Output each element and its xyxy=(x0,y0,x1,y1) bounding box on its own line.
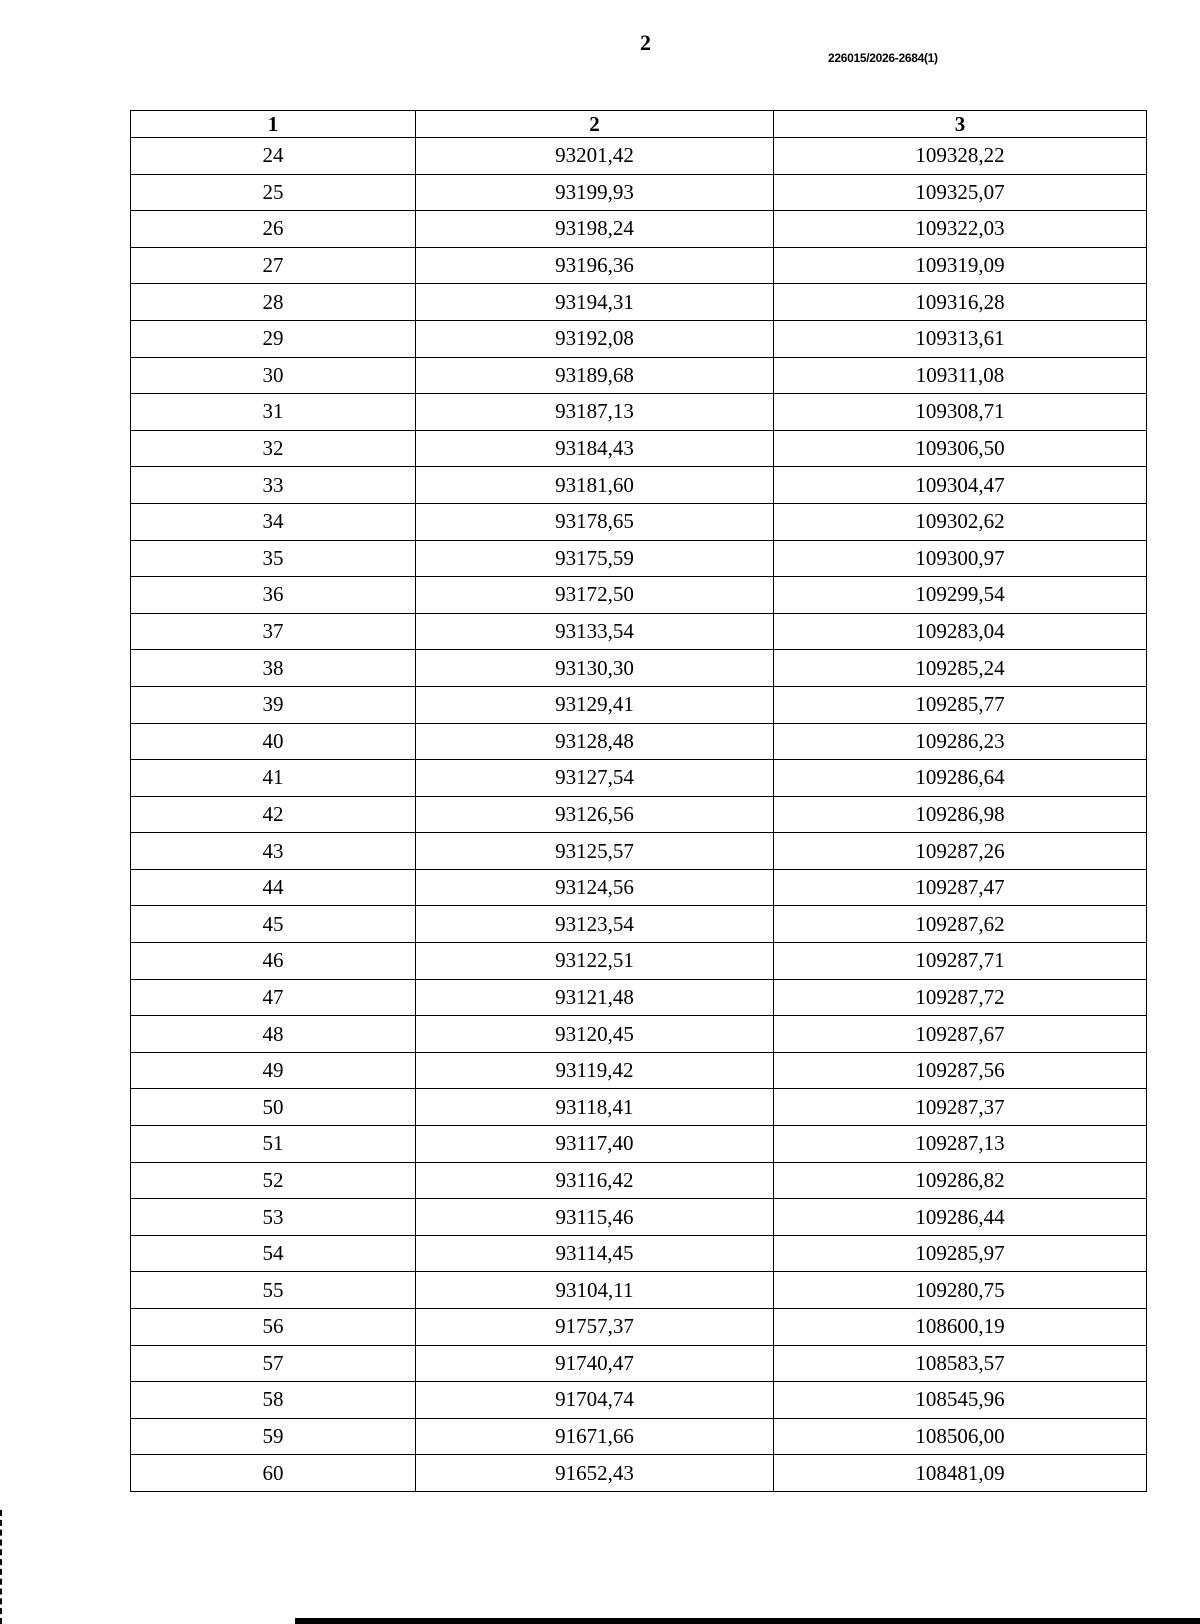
coordinate-y-cell: 109311,08 xyxy=(774,357,1147,394)
coordinate-y-cell: 109313,61 xyxy=(774,320,1147,357)
point-number-cell: 42 xyxy=(131,796,416,833)
coordinate-x-cell: 93192,08 xyxy=(416,320,774,357)
coordinate-x-cell: 93125,57 xyxy=(416,833,774,870)
column-header-2: 2 xyxy=(416,111,774,138)
coordinate-y-cell: 109316,28 xyxy=(774,284,1147,321)
coordinate-y-cell: 109287,47 xyxy=(774,869,1147,906)
table-row xyxy=(131,1272,1147,1309)
coordinate-y-cell: 109304,47 xyxy=(774,467,1147,504)
coordinate-y-cell: 109287,26 xyxy=(774,833,1147,870)
table-body xyxy=(131,138,1147,1492)
point-number-cell: 60 xyxy=(131,1455,416,1492)
coordinate-x-cell: 93199,93 xyxy=(416,174,774,211)
coordinate-x-cell: 93181,60 xyxy=(416,467,774,504)
point-number-cell: 24 xyxy=(131,138,416,175)
coordinate-y-cell: 108583,57 xyxy=(774,1345,1147,1382)
column-header-3: 3 xyxy=(774,111,1147,138)
coordinate-x-cell: 93187,13 xyxy=(416,394,774,431)
coordinate-y-cell: 109285,97 xyxy=(774,1235,1147,1272)
point-number-cell: 43 xyxy=(131,833,416,870)
point-number-cell: 33 xyxy=(131,467,416,504)
coordinate-x-cell: 93104,11 xyxy=(416,1272,774,1309)
coordinates-table xyxy=(130,110,1147,1492)
table-row xyxy=(131,833,1147,870)
point-number-cell: 35 xyxy=(131,540,416,577)
coordinate-x-cell: 93116,42 xyxy=(416,1162,774,1199)
table-row xyxy=(131,577,1147,614)
point-number-cell: 57 xyxy=(131,1345,416,1382)
coordinate-x-cell: 91671,66 xyxy=(416,1418,774,1455)
scan-edge-marks xyxy=(0,1510,5,1624)
coordinate-x-cell: 93128,48 xyxy=(416,723,774,760)
coordinate-y-cell: 109286,23 xyxy=(774,723,1147,760)
point-number-cell: 41 xyxy=(131,760,416,797)
point-number-cell: 48 xyxy=(131,1016,416,1053)
point-number-cell: 30 xyxy=(131,357,416,394)
coordinate-x-cell: 93114,45 xyxy=(416,1235,774,1272)
table-row xyxy=(131,1382,1147,1419)
table-row xyxy=(131,138,1147,175)
coordinate-y-cell: 109287,56 xyxy=(774,1052,1147,1089)
coordinate-x-cell: 91757,37 xyxy=(416,1309,774,1346)
coordinate-y-cell: 109280,75 xyxy=(774,1272,1147,1309)
coordinate-x-cell: 93178,65 xyxy=(416,503,774,540)
coordinate-y-cell: 109283,04 xyxy=(774,613,1147,650)
point-number-cell: 38 xyxy=(131,650,416,687)
coordinate-y-cell: 109287,71 xyxy=(774,943,1147,980)
coordinate-y-cell: 109325,07 xyxy=(774,174,1147,211)
coordinate-x-cell: 93118,41 xyxy=(416,1089,774,1126)
table-row xyxy=(131,906,1147,943)
coordinate-y-cell: 109306,50 xyxy=(774,430,1147,467)
table-row xyxy=(131,760,1147,797)
coordinate-x-cell: 93194,31 xyxy=(416,284,774,321)
coordinate-y-cell: 109286,98 xyxy=(774,796,1147,833)
table-row xyxy=(131,174,1147,211)
point-number-cell: 39 xyxy=(131,686,416,723)
table-row xyxy=(131,1162,1147,1199)
coordinate-y-cell: 109287,72 xyxy=(774,979,1147,1016)
point-number-cell: 45 xyxy=(131,906,416,943)
table-row xyxy=(131,1455,1147,1492)
coordinate-x-cell: 91652,43 xyxy=(416,1455,774,1492)
coordinate-y-cell: 109285,24 xyxy=(774,650,1147,687)
bottom-rule xyxy=(295,1618,1200,1624)
coordinate-y-cell: 109286,44 xyxy=(774,1199,1147,1236)
point-number-cell: 29 xyxy=(131,320,416,357)
table-row xyxy=(131,1345,1147,1382)
table-row xyxy=(131,467,1147,504)
table-row xyxy=(131,1016,1147,1053)
column-header-1: 1 xyxy=(131,111,416,138)
coordinate-y-cell: 108481,09 xyxy=(774,1455,1147,1492)
coordinate-y-cell: 109285,77 xyxy=(774,686,1147,723)
table-row xyxy=(131,247,1147,284)
coordinate-x-cell: 93127,54 xyxy=(416,760,774,797)
document-reference: 226015/2026-2684(1) xyxy=(828,51,938,65)
coordinate-x-cell: 91740,47 xyxy=(416,1345,774,1382)
page-number: 2 xyxy=(640,30,651,55)
coordinate-x-cell: 93201,42 xyxy=(416,138,774,175)
table-row xyxy=(131,503,1147,540)
coordinate-y-cell: 108506,00 xyxy=(774,1418,1147,1455)
table-row xyxy=(131,796,1147,833)
point-number-cell: 34 xyxy=(131,503,416,540)
coordinate-y-cell: 109302,62 xyxy=(774,503,1147,540)
table-row xyxy=(131,943,1147,980)
coordinate-x-cell: 93123,54 xyxy=(416,906,774,943)
point-number-cell: 36 xyxy=(131,577,416,614)
point-number-cell: 28 xyxy=(131,284,416,321)
coordinate-x-cell: 93130,30 xyxy=(416,650,774,687)
point-number-cell: 56 xyxy=(131,1309,416,1346)
coordinate-x-cell: 93196,36 xyxy=(416,247,774,284)
coordinate-y-cell: 109286,64 xyxy=(774,760,1147,797)
point-number-cell: 52 xyxy=(131,1162,416,1199)
table-row xyxy=(131,1126,1147,1163)
table-row xyxy=(131,686,1147,723)
point-number-cell: 47 xyxy=(131,979,416,1016)
point-number-cell: 31 xyxy=(131,394,416,431)
coordinate-x-cell: 93126,56 xyxy=(416,796,774,833)
point-number-cell: 32 xyxy=(131,430,416,467)
point-number-cell: 54 xyxy=(131,1235,416,1272)
point-number-cell: 27 xyxy=(131,247,416,284)
table-row xyxy=(131,284,1147,321)
point-number-cell: 53 xyxy=(131,1199,416,1236)
point-number-cell: 37 xyxy=(131,613,416,650)
coordinate-y-cell: 109322,03 xyxy=(774,211,1147,248)
table-row xyxy=(131,650,1147,687)
point-number-cell: 44 xyxy=(131,869,416,906)
coordinate-y-cell: 109286,82 xyxy=(774,1162,1147,1199)
table-row xyxy=(131,320,1147,357)
point-number-cell: 50 xyxy=(131,1089,416,1126)
point-number-cell: 46 xyxy=(131,943,416,980)
point-number-cell: 55 xyxy=(131,1272,416,1309)
coordinate-y-cell: 109287,13 xyxy=(774,1126,1147,1163)
coordinate-x-cell: 93189,68 xyxy=(416,357,774,394)
point-number-cell: 58 xyxy=(131,1382,416,1419)
point-number-cell: 25 xyxy=(131,174,416,211)
coordinate-x-cell: 93122,51 xyxy=(416,943,774,980)
coordinate-y-cell: 109328,22 xyxy=(774,138,1147,175)
point-number-cell: 40 xyxy=(131,723,416,760)
coordinate-y-cell: 109300,97 xyxy=(774,540,1147,577)
table-row xyxy=(131,1418,1147,1455)
table-row xyxy=(131,1052,1147,1089)
coordinate-y-cell: 109299,54 xyxy=(774,577,1147,614)
table-row xyxy=(131,1199,1147,1236)
table-row xyxy=(131,540,1147,577)
coordinate-x-cell: 93120,45 xyxy=(416,1016,774,1053)
table-row xyxy=(131,979,1147,1016)
table-row xyxy=(131,613,1147,650)
coordinate-x-cell: 93124,56 xyxy=(416,869,774,906)
coordinate-x-cell: 93184,43 xyxy=(416,430,774,467)
table-row xyxy=(131,1309,1147,1346)
table-row xyxy=(131,211,1147,248)
point-number-cell: 51 xyxy=(131,1126,416,1163)
coordinate-x-cell: 93133,54 xyxy=(416,613,774,650)
coordinate-x-cell: 93175,59 xyxy=(416,540,774,577)
coordinate-x-cell: 93129,41 xyxy=(416,686,774,723)
coordinate-y-cell: 109287,67 xyxy=(774,1016,1147,1053)
coordinate-x-cell: 93117,40 xyxy=(416,1126,774,1163)
coordinate-y-cell: 109308,71 xyxy=(774,394,1147,431)
coordinate-y-cell: 108600,19 xyxy=(774,1309,1147,1346)
coordinate-y-cell: 109319,09 xyxy=(774,247,1147,284)
table-row xyxy=(131,357,1147,394)
coordinate-x-cell: 93121,48 xyxy=(416,979,774,1016)
table-row xyxy=(131,723,1147,760)
coordinate-x-cell: 93172,50 xyxy=(416,577,774,614)
table-row xyxy=(131,430,1147,467)
coordinate-y-cell: 109287,37 xyxy=(774,1089,1147,1126)
point-number-cell: 59 xyxy=(131,1418,416,1455)
table-row xyxy=(131,869,1147,906)
table-row xyxy=(131,394,1147,431)
coordinate-x-cell: 91704,74 xyxy=(416,1382,774,1419)
table-header-row xyxy=(131,111,1147,138)
table-row xyxy=(131,1089,1147,1126)
coordinate-x-cell: 93198,24 xyxy=(416,211,774,248)
coordinate-y-cell: 108545,96 xyxy=(774,1382,1147,1419)
point-number-cell: 26 xyxy=(131,211,416,248)
point-number-cell: 49 xyxy=(131,1052,416,1089)
coordinate-x-cell: 93119,42 xyxy=(416,1052,774,1089)
coordinate-y-cell: 109287,62 xyxy=(774,906,1147,943)
coordinate-x-cell: 93115,46 xyxy=(416,1199,774,1236)
table-row xyxy=(131,1235,1147,1272)
